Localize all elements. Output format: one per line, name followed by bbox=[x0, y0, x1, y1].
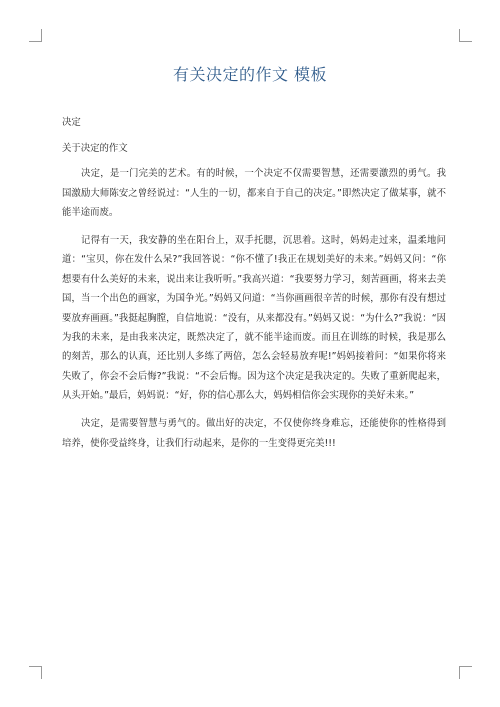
crop-mark-top-right bbox=[459, 29, 472, 42]
heading-decision: 决定 bbox=[62, 117, 81, 128]
paragraph-1: 决定，是一门完美的艺术。有的时候，一个决定不仅需要智慧，还需要激烈的勇气。我国激励大师陈安之曾经说过：“人生的一切，都来自于自己的决定。”即然决定了做某事，就不能半途而废。 bbox=[62, 168, 446, 218]
crop-mark-bottom-left bbox=[29, 666, 42, 679]
crop-mark-top-left bbox=[29, 29, 42, 42]
heading-essay: 关于决定的作文 bbox=[62, 142, 128, 154]
document-body bbox=[62, 113, 446, 462]
document-title: 有关决定的作文 模板 bbox=[172, 65, 328, 84]
crop-mark-bottom-right bbox=[459, 666, 472, 679]
paragraph-2: 记得有一天，我安静的坐在阳台上，双手托腮，沉思着。这时，妈妈走过来，温柔地问道：“宝贝，你在发什么呆?”我回答说：“你不懂了!我正在规划美好的未来。”妈妈又问：“你想要有什么美好的未来，说出来让我听听。”我高兴道：“我要努力学习，刻苦画画，将来去美国，当一个出色的画家，为国争光。”妈妈又问道：“当你画画很辛苦的时候，那你有没有想过要放弃画画。”我挺起胸膛，自信地说：“没有，从来都没有。”妈妈又说：“为什么?”我说：“因为我的未来，是由我来决定，既然决定了，就不能半途而废。而且在训练的时候，我是那么的刻苦，那么的认真，还比别人多练了两倍，怎么会轻易放弃呢!”妈妈接着问：“如果你将来失败了，你会不会后悔?”我说：“不会后悔。因为这个决定是我决定的。失败了重新爬起来，从头开始。”最后，妈妈说：“好，你的信心那么大，妈妈相信你会实现你的美好未来。” bbox=[62, 235, 446, 402]
paragraph-3: 决定，是需要智慧与勇气的。做出好的决定，不仅使你终身难忘，还能使你的性格得到培养，使你受益终身，让我们行动起来，是你的一生变得更完美!!! bbox=[62, 418, 446, 449]
